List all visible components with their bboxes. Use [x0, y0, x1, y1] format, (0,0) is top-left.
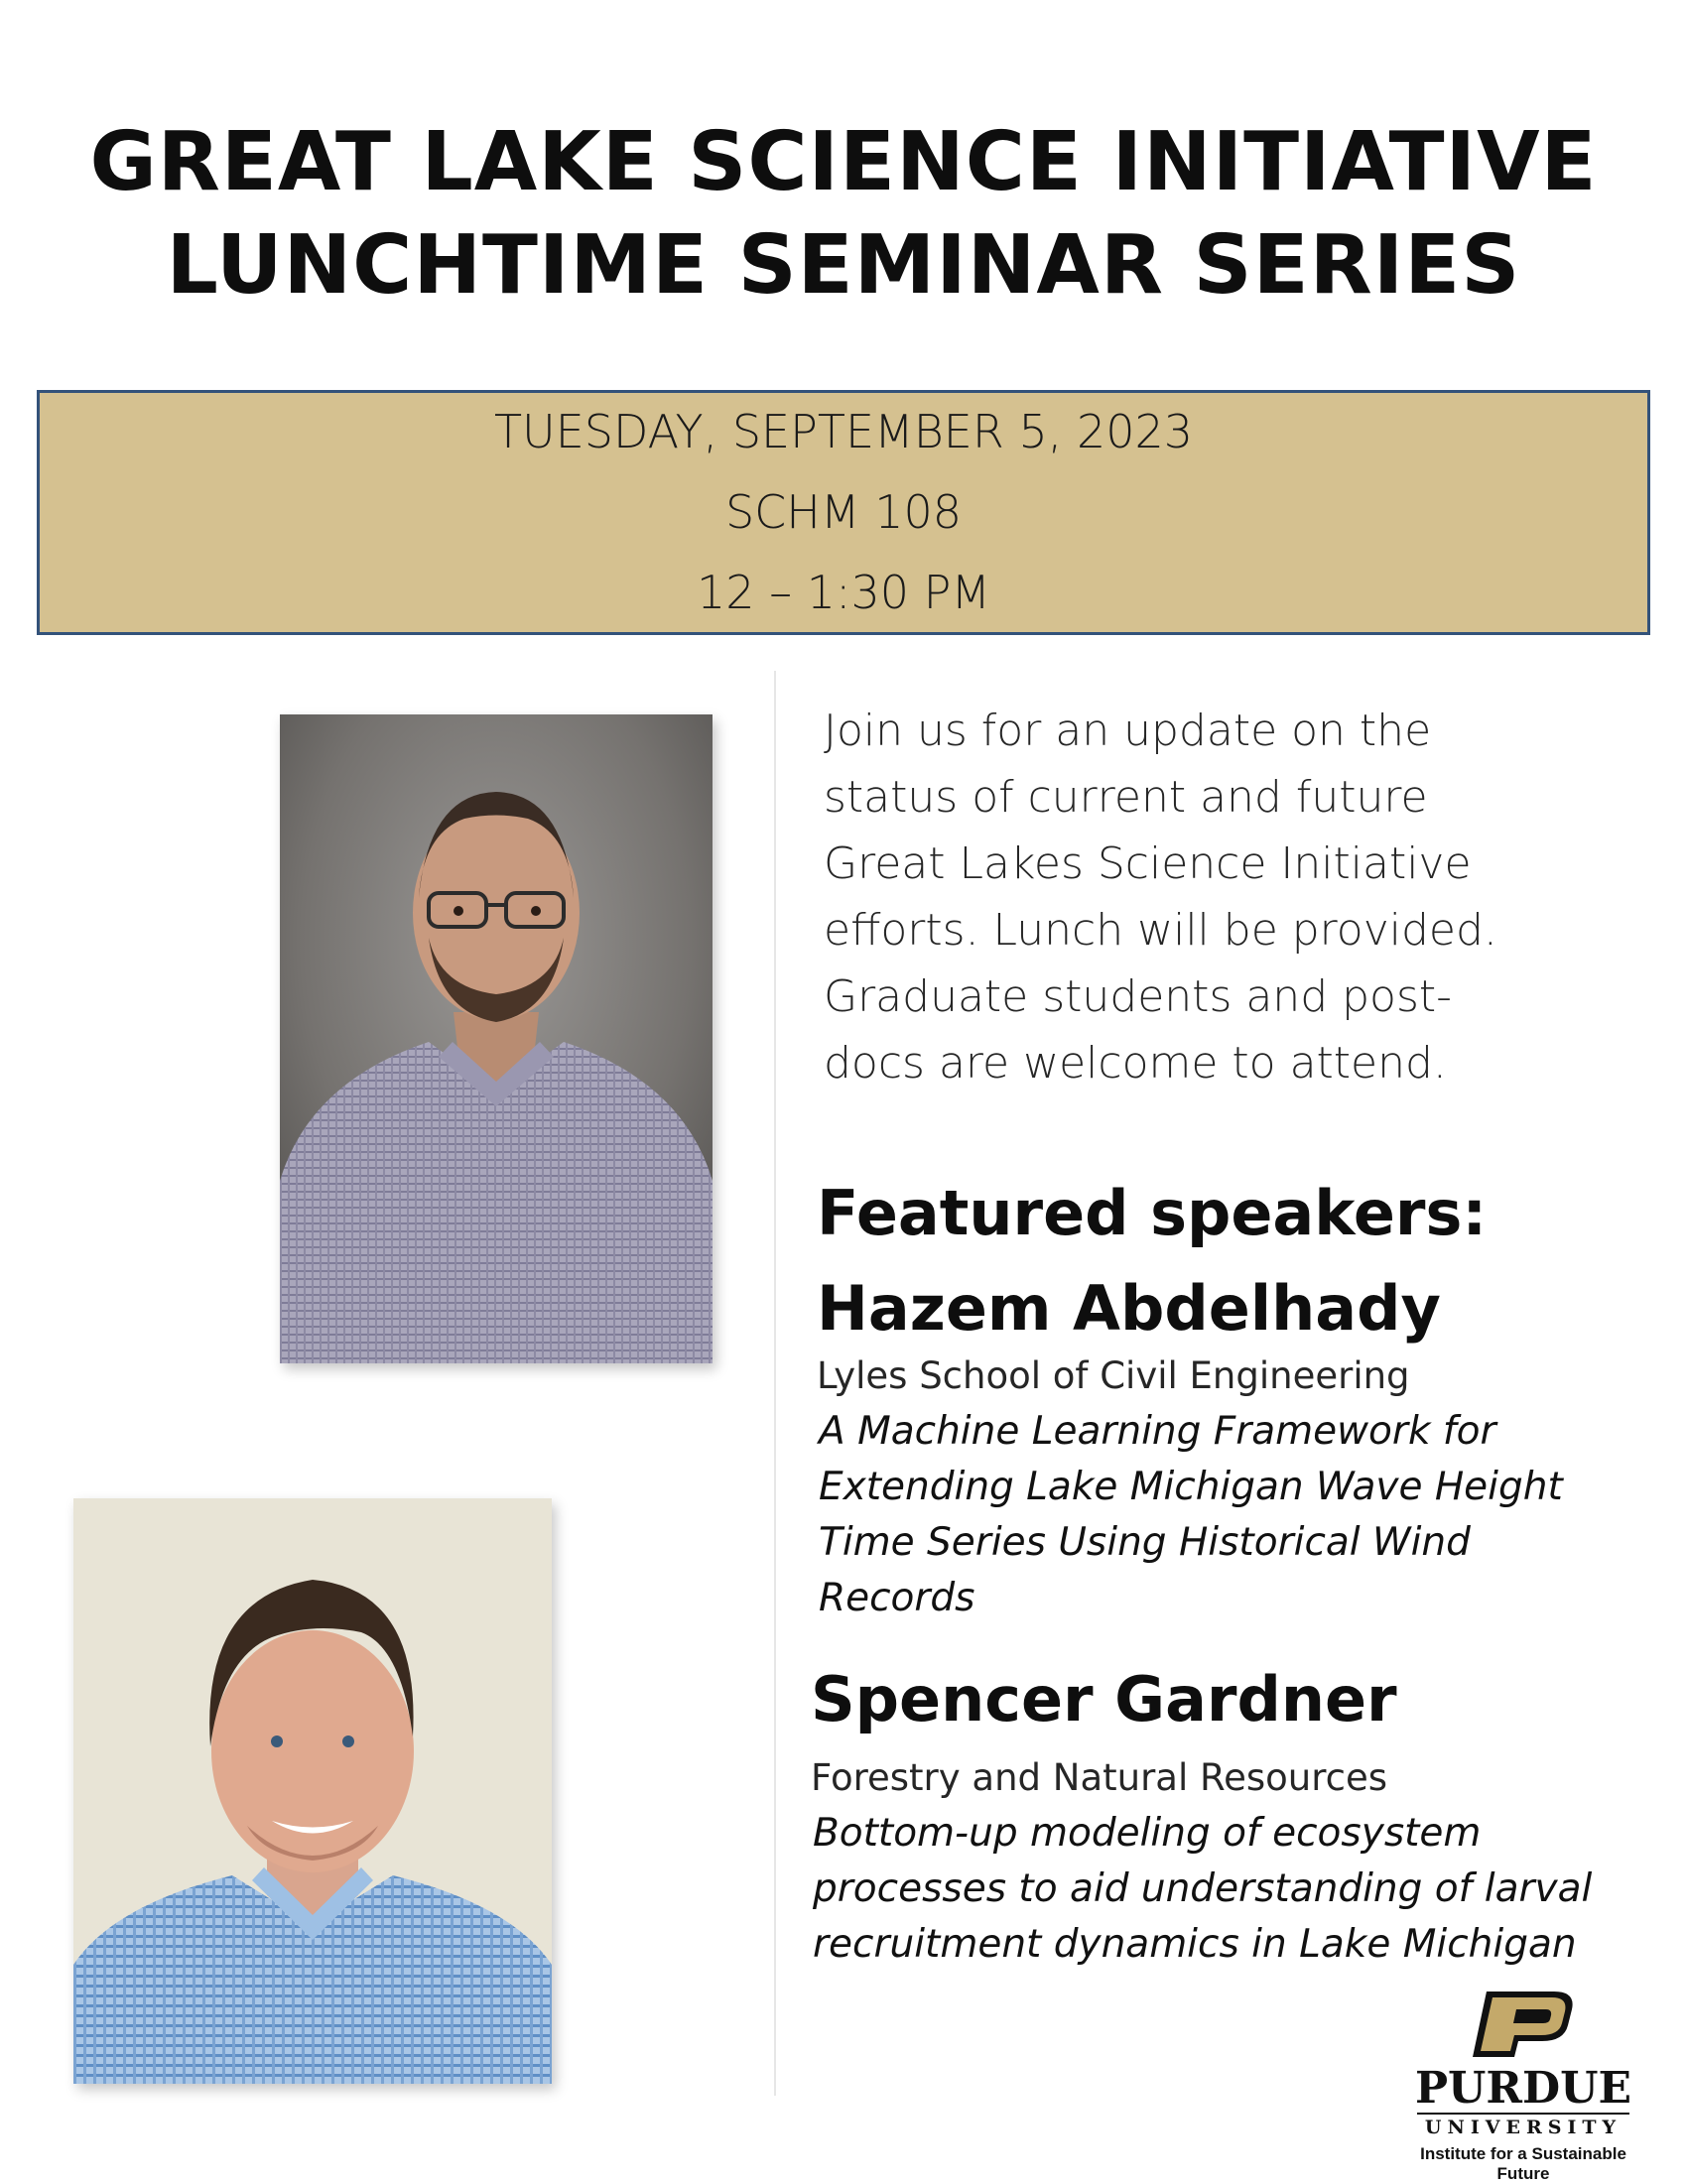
logo-wordmark: PURDUE [1414, 2063, 1632, 2114]
intro-line: efforts. Lunch will be provided. [824, 905, 1497, 956]
event-time: 12 – 1:30 PM [696, 566, 991, 619]
logo-university: UNIVERSITY [1417, 2113, 1629, 2138]
intro-line: Join us for an update on the [824, 706, 1432, 756]
column-divider [774, 671, 776, 2096]
talk-line: processes to aid understanding of larval [813, 1866, 1593, 1911]
talk-line: recruitment dynamics in Lake Michigan [813, 1922, 1577, 1967]
talk-line: Records [819, 1576, 975, 1620]
speaker-1-talk-title [819, 1404, 1563, 1626]
speaker-2-photo [73, 1498, 552, 2084]
title-line-2: LUNCHTIME SEMINAR SERIES [166, 218, 1521, 313]
speaker-2-talk-title [813, 1806, 1592, 1973]
event-date: TUESDAY, SEPTEMBER 5, 2023 [493, 405, 1194, 458]
title-line-1: GREAT LAKE SCIENCE INITIATIVE [89, 115, 1598, 209]
talk-line: A Machine Learning Framework for [819, 1409, 1496, 1454]
event-room: SCHM 108 [724, 485, 963, 539]
purdue-p-icon [1469, 1990, 1578, 2059]
event-details-box [37, 390, 1650, 635]
intro-line: Graduate students and post- [824, 971, 1453, 1022]
flyer-title [0, 111, 1687, 318]
intro-line: status of current and future [824, 772, 1428, 823]
featured-block [817, 1166, 1487, 1356]
logo-institute: Institute for a Sustainable Future [1420, 2144, 1626, 2183]
talk-line: Bottom-up modeling of ecosystem [813, 1811, 1482, 1856]
speaker-2-name: Spencer Gardner [811, 1663, 1397, 1735]
purdue-logo [1399, 1990, 1647, 2183]
speaker-1-name: Hazem Abdelhady [817, 1272, 1441, 1345]
speaker-2-department: Forestry and Natural Resources [811, 1756, 1387, 1799]
intro-paragraph [824, 698, 1598, 1096]
intro-line: docs are welcome to attend. [824, 1038, 1447, 1089]
speaker-1-photo [280, 714, 713, 1363]
featured-heading: Featured speakers: [817, 1177, 1488, 1249]
intro-line: Great Lakes Science Initiative [824, 838, 1472, 889]
talk-line: Extending Lake Michigan Wave Height [819, 1465, 1563, 1509]
talk-line: Time Series Using Historical Wind [819, 1520, 1471, 1565]
speaker-1-department: Lyles School of Civil Engineering [817, 1354, 1410, 1397]
